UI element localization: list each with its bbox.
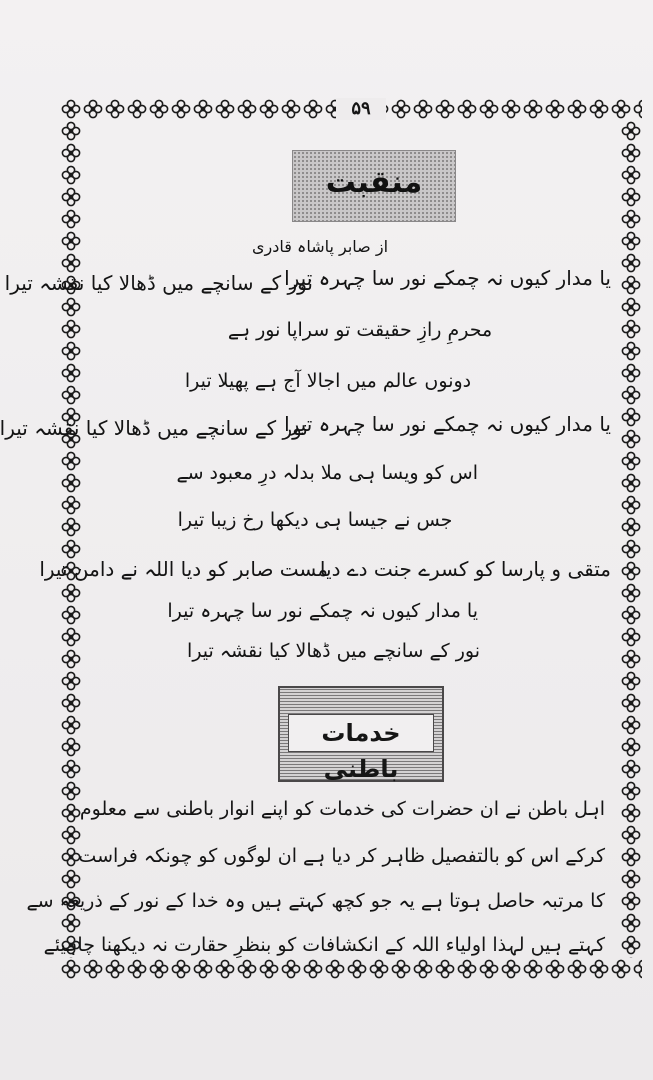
page-number: ۵۹: [336, 98, 386, 120]
poem-author: از صابر پاشاہ قادری: [251, 237, 389, 256]
section-heading-box: [278, 686, 444, 782]
poem-line-4-left: نور کے سانچے میں ڈھالا کیا نقشہ تیرا: [0, 416, 308, 440]
poem-line-2: محرمِ رازِ حقیقت تو سراپا نور ہے: [227, 319, 493, 341]
prose-line-4: کہتے ہیں لہذا اولیاء اللہ کے انکشافات کو بنظرِ حقارت نہ دیکھنا چاہیئے: [43, 934, 605, 956]
prose-line-2: کرکے اس کو بالتفصیل ظاہر کر دیا ہے ان لوگوں کو چونکہ فراست: [78, 845, 605, 867]
poem-line-6: جس نے جیسا ہی دیکھا رخ زیبا تیرا: [177, 509, 453, 531]
ornamental-border-bottom: [60, 958, 642, 980]
poem-line-9: نور کے سانچے میں ڈھالا کیا نقشہ تیرا: [187, 640, 480, 662]
poem-line-5: اس کو ویسا ہی ملا بدلہ درِ معبود سے: [176, 462, 478, 484]
poem-line-7-right: متقی و پارسا کو کسرے جنت دے دیا: [319, 557, 611, 581]
prose-line-3: کا مرتبہ حاصل ہوتا ہے یہ جو کچھ کہتے ہیں وہ خدا کے نور کے ذریعہ سے: [26, 890, 605, 912]
poem-line-1-right: یا مدار کیوں نہ چمکے نور سا چہرہ تیرا: [284, 266, 611, 290]
ornamental-border-right: [620, 120, 642, 958]
prose-line-1: اہل باطن نے ان حضرات کی خدمات کو اپنے انوار باطنی سے معلوم: [79, 798, 605, 820]
poem-line-8: یا مدار کیوں نہ چمکے نور سا چہرہ تیرا: [167, 600, 478, 622]
poem-line-4-right: یا مدار کیوں نہ چمکے نور سا چہرہ تیرا: [284, 412, 611, 436]
title-box: [292, 150, 456, 222]
section-title: خدمات باطنی: [288, 714, 434, 752]
ornamental-border-left: [60, 120, 82, 958]
poem-line-7-left: مست صابر کو دیا اللہ نے دامن تیرا: [39, 557, 328, 581]
page-title: منقبت: [325, 165, 423, 200]
poem-line-3: دونوں عالم میں اجالا آج ہے پھیلا تیرا: [184, 370, 472, 392]
poem-line-1-left: نور کے سانچے میں ڈھالا کیا نقشہ تیرا: [4, 271, 313, 295]
